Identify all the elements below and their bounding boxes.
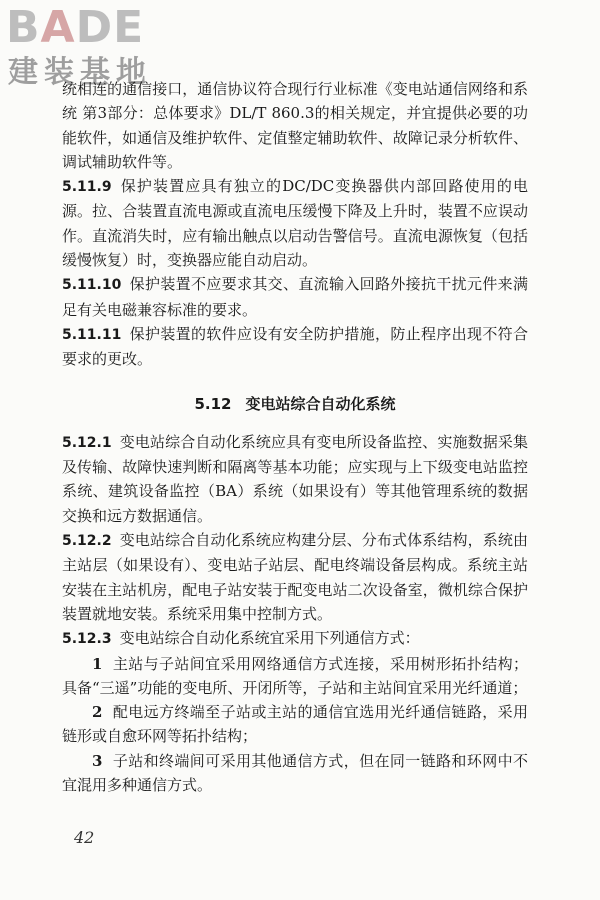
page-body <box>62 77 528 797</box>
list-item-number: 3 <box>92 751 103 770</box>
clause-text: 保护装置应具有独立的DC/DC变换器供内部回路使用的电源。拉、合装置直流电源或直流电压缓慢下降及上升时，装置不应误动作。直流消失时，应有输出触点以启动告警信号。直流电源恢复（包括缓慢恢复）时，变换器应能自动启动。 <box>62 177 528 270</box>
list-item-3 <box>62 749 528 798</box>
list-item-1 <box>62 652 528 701</box>
clause-5-11-10 <box>62 272 528 322</box>
clause-text: 变电站综合自动化系统宜采用下列通信方式： <box>119 629 420 648</box>
page-number: 42 <box>74 828 95 847</box>
watermark-brand-a: A <box>40 2 76 53</box>
clause-number: 5.12.1 <box>62 434 112 451</box>
clause-text: 保护装置的软件应设有安全防护措施，防止程序出现不符合要求的更改。 <box>62 324 528 369</box>
list-item-text: 子站和终端间可采用其他通信方式，但在同一链路和环网中不宜混用多种通信方式。 <box>62 751 528 795</box>
list-item-number: 2 <box>92 703 103 722</box>
watermark-brand <box>6 4 144 52</box>
section-heading <box>62 392 528 416</box>
clause-number: 5.11.11 <box>62 326 122 343</box>
watermark-subtitle: 建装基地 <box>8 55 152 90</box>
clause-text: 变电站综合自动化系统应构建分层、分布式体系结构，系统由主站层（如果设有）、变电站子站层、配电终端设备层构成。系统主站安装在主站机房，配电子站安装于配变电站二次设备室，微机综合保护装置就地安装。系统采用集中控制方式。 <box>62 531 528 623</box>
clause-5-12-3 <box>62 626 528 651</box>
watermark-brand-de: DE <box>75 2 145 53</box>
paragraph-continuation: 统相连的通信接口，通信协议符合现行行业标准《变电站通信网络和系统 第3部分：总体要求》DL/T 860.3的相关规定，并宜提供必要的功能软件，如通信及维护软件、定值整定辅助软件、故障记录分析软件、调试辅助软件等。 <box>62 80 528 171</box>
list-item-text: 配电远方终端至子站或主站的通信宜选用光纤通信链路，采用链形或自愈环网等拓扑结构； <box>62 703 528 746</box>
clause-number: 5.11.10 <box>62 277 122 294</box>
section-number: 5.12 <box>194 394 232 413</box>
clause-text: 变电站综合自动化系统应具有变电所设备监控、实施数据采集及传输、故障快速判断和隔离等基本功能；应实现与上下级变电站监控系统、建筑设备监控（BA）系统（如果设有）等其他管理系统的数据交换和远方数据通信。 <box>62 432 528 525</box>
list-item-text: 主站与子站间宜采用网络通信方式连接，采用树形拓扑结构；具备“三遥”功能的变电所、开闭所等，子站和主站间宜采用光纤通道； <box>62 654 528 697</box>
clause-number: 5.11.9 <box>62 179 112 196</box>
watermark-brand-b: B <box>6 2 41 53</box>
clause-5-11-11 <box>62 322 528 372</box>
list-item-number: 1 <box>92 654 103 673</box>
clause-number: 5.12.3 <box>62 631 112 648</box>
section-title: 变电站综合自动化系统 <box>245 394 396 413</box>
clause-5-12-1 <box>62 430 528 528</box>
clause-5-11-9 <box>62 174 528 272</box>
clause-text: 保护装置不应要求其交、直流输入回路外接抗干扰元件来满足有关电磁兼容标准的要求。 <box>62 275 528 319</box>
clause-number: 5.12.2 <box>62 533 112 550</box>
clause-5-12-2 <box>62 528 528 626</box>
list-item-2 <box>62 700 528 749</box>
